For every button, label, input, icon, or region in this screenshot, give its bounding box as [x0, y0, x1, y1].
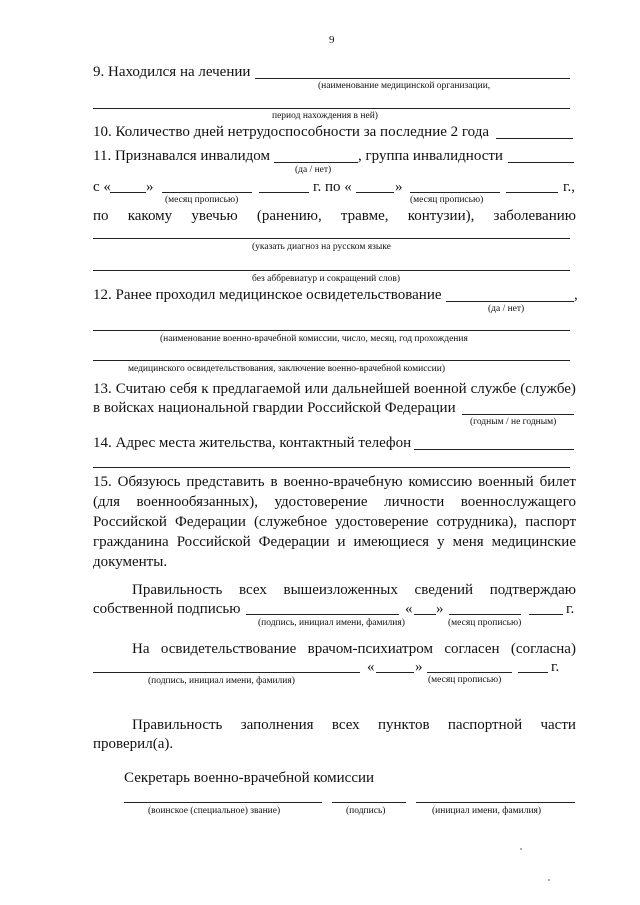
word: паспорт [525, 514, 576, 530]
item11-hint-yes-no: (да / нет) [295, 165, 332, 175]
word: части [540, 717, 576, 733]
item15-line-2 [93, 494, 576, 511]
item10-field-line[interactable] [496, 138, 573, 139]
item11-hint-diagnosis: (указать диагноз на русском языке [252, 242, 391, 252]
word: Правильность [132, 582, 223, 598]
word: На [132, 641, 150, 657]
word: (для [93, 494, 121, 510]
secretary-name-field[interactable] [416, 802, 575, 803]
item11-label: 11. Признавался инвалидом [93, 148, 270, 164]
word: медицинские [491, 534, 576, 550]
item9-field-line-2[interactable] [93, 108, 570, 109]
item11-to-year-field[interactable] [506, 192, 558, 193]
secretary-title: Секретарь военно-врачебной комиссии [124, 770, 375, 786]
checked-line-2: проверил(а). [93, 736, 174, 752]
word: Российской [176, 534, 251, 550]
word: увечью [191, 208, 238, 224]
word: контузии), [407, 208, 475, 224]
word: службе [470, 381, 517, 397]
item13-field-line[interactable] [462, 414, 574, 415]
confirm-hint-month: (месяц прописью) [448, 618, 522, 628]
word: билет [539, 474, 576, 490]
word: Обязуюсь [117, 474, 181, 490]
psych-line-1 [132, 641, 576, 658]
item15-line-1 [93, 474, 576, 491]
confirm-year-field[interactable] [529, 614, 563, 615]
word: военный [478, 474, 534, 490]
psych-quote-close: » [415, 659, 423, 675]
word: вышеизложенных [283, 582, 398, 598]
word: гражданина [93, 534, 169, 550]
word: военно-врачебную [283, 474, 403, 490]
confirm-hint-sign: (подпись, инициал имени, фамилия) [258, 618, 405, 628]
psych-year-label: г. [551, 659, 560, 675]
word: освидетельствование [160, 641, 297, 657]
item9-label: 9. Находился на лечении [93, 64, 251, 80]
word: паспортной [447, 717, 523, 733]
confirm-quote-close: » [436, 601, 444, 617]
page-number: 9 [329, 34, 335, 46]
word: 15. [93, 474, 112, 490]
word: по [93, 208, 109, 224]
item9-hint-period: период нахождения в ней) [272, 111, 378, 121]
item11-hint-diagnosis-2: без аббревиатур и сокращений слов) [252, 274, 400, 284]
item11-injury-line [93, 208, 576, 225]
item10-label: 10. Количество дней нетрудоспособности за последние 2 года [93, 124, 490, 140]
item11-diagnosis-field-2[interactable] [93, 270, 570, 271]
word: всех [331, 717, 360, 733]
item11-from-year-field[interactable] [259, 192, 309, 193]
item11-quote-close-2: » [395, 179, 403, 195]
item11-from-label: с « [93, 179, 111, 195]
word: меня [452, 534, 484, 550]
confirm-month-field[interactable] [449, 614, 521, 615]
word: личности [384, 494, 445, 510]
item12-commission-field[interactable] [93, 330, 570, 331]
confirm-line-1 [132, 582, 576, 599]
word: себя [169, 381, 198, 397]
word: сотрудника), [436, 514, 518, 530]
word: всех [239, 582, 267, 598]
word: (службе) [520, 381, 576, 397]
word: (ранению, [256, 208, 322, 224]
item11-to-label: г. по « [313, 179, 352, 195]
item15-line-5: документы. [93, 554, 168, 570]
word: Федерации [258, 534, 330, 550]
item11-diagnosis-field[interactable] [93, 238, 570, 239]
item13-line-2: в войсках национальной гвардии Российской Федерации [93, 400, 456, 416]
item11-hint-month-2: (месяц прописью) [410, 195, 484, 205]
confirm-signature-field[interactable] [246, 614, 399, 615]
word: к [201, 381, 209, 397]
item11-year-end: г., [563, 179, 575, 195]
psych-quote-open: « [367, 659, 375, 675]
word: травме, [340, 208, 389, 224]
item14-label: 14. Адрес места жительства, контактный телефон [93, 435, 412, 451]
psych-month-field[interactable] [427, 672, 512, 673]
word: Правильность [132, 717, 223, 733]
word: представить [186, 474, 265, 490]
confirm-line-2: собственной подписью [93, 601, 241, 617]
word: Российской [93, 514, 167, 530]
word: заболеванию [493, 208, 576, 224]
confirm-quote-open: « [405, 601, 413, 617]
secretary-hint-rank: (воинское (специальное) звание) [148, 806, 281, 816]
item12-comma: , [574, 287, 578, 303]
word: комиссию [408, 474, 473, 490]
item12-field-line[interactable] [446, 301, 574, 302]
confirm-day-field[interactable] [414, 614, 436, 615]
word: или [304, 381, 329, 397]
word: Федерации [175, 514, 246, 530]
item11-quote-close: » [146, 179, 154, 195]
confirm-year-label: г. [566, 601, 575, 617]
item12-hint-1: (наименование военно-врачебной комиссии, число, месяц, год прохождения [160, 334, 468, 344]
word: военнослужащего [460, 494, 576, 510]
word: в [270, 474, 278, 490]
scan-speck [548, 879, 550, 881]
word: у [437, 534, 445, 550]
word: военнообязанных), [136, 494, 258, 510]
word: подтверждаю [489, 582, 576, 598]
item9-hint-org: (наименование медицинской организации, [318, 81, 491, 91]
item11-hint-month-1: (месяц прописью) [165, 195, 239, 205]
item11-to-day-field[interactable] [356, 192, 394, 193]
item12-commission-field-2[interactable] [93, 360, 570, 361]
item15-line-4 [93, 534, 576, 551]
item13-hint: (годным / не годным) [470, 417, 557, 427]
word: удостоверение [335, 514, 429, 530]
item11-group-field[interactable] [508, 162, 574, 163]
psych-hint-sign: (подпись, инициал имени, фамилия) [148, 676, 295, 686]
item12-hint-yes-no: (да / нет) [488, 304, 525, 314]
item12-label: 12. Ранее проходил медицинское освидетельствование [93, 287, 442, 303]
psych-signature-field[interactable] [93, 672, 360, 673]
item14-field-line[interactable] [414, 449, 574, 450]
item11-from-month-field[interactable] [162, 192, 252, 193]
item14-field-line-2[interactable] [93, 467, 570, 468]
word: удостоверение [274, 494, 368, 510]
item12-hint-2: медицинского освидетельствования, заключение военно-врачебной комиссии) [128, 364, 445, 374]
word: дальнейшей [332, 381, 410, 397]
word: (согласна) [510, 641, 576, 657]
word: врачом-психиатром [307, 641, 433, 657]
item13-line-1 [93, 381, 576, 398]
word: предлагаемой [212, 381, 301, 397]
scan-speck [520, 848, 522, 850]
psych-day-field[interactable] [376, 672, 414, 673]
word: заполнения [240, 717, 314, 733]
word: какому [127, 208, 173, 224]
psych-hint-month: (месяц прописью) [428, 675, 502, 685]
secretary-hint-sign: (подпись) [346, 806, 386, 816]
item11-from-day-field[interactable] [110, 192, 146, 193]
word: и [337, 534, 346, 550]
word: (служебное [253, 514, 328, 530]
word: имеющиеся [353, 534, 430, 550]
psych-year-field[interactable] [518, 672, 548, 673]
word: военной [413, 381, 467, 397]
item15-line-3 [93, 514, 576, 531]
item9-field-line[interactable] [255, 78, 570, 79]
item11-to-month-field[interactable] [410, 192, 500, 193]
word: сведений [414, 582, 474, 598]
item11-group-label: , группа инвалидности [358, 148, 503, 164]
secretary-hint-name: (инициал имени, фамилия) [432, 806, 542, 816]
word: Считаю [115, 381, 166, 397]
checked-line-1 [132, 717, 576, 734]
secretary-sign-field[interactable] [332, 802, 406, 803]
word: согласен [444, 641, 500, 657]
item11-invalid-field[interactable] [274, 162, 358, 163]
secretary-rank-field[interactable] [124, 802, 322, 803]
word: пунктов [377, 717, 430, 733]
word: 13. [93, 381, 112, 397]
